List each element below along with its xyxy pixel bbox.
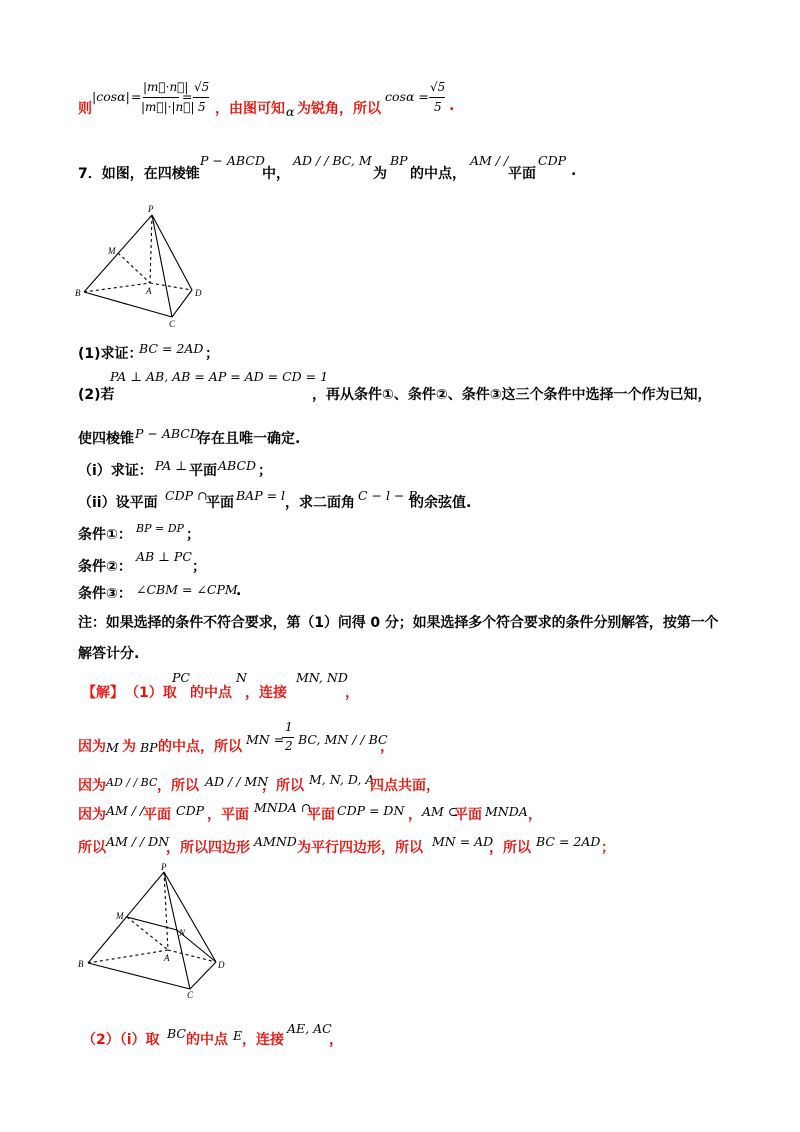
s4-text: ， — [408, 807, 422, 823]
label-P: P — [148, 204, 154, 214]
math-bp-dp: BP = DP — [136, 522, 184, 535]
edge-BA — [88, 950, 168, 963]
p1-end: ； — [205, 346, 219, 362]
edge-MA — [118, 253, 150, 283]
math-cdp-dn: CDP = DN — [337, 803, 405, 818]
q7-text: 的中点， — [410, 166, 466, 182]
s2-text: 的中点，所以 — [158, 739, 242, 755]
label-B: B — [78, 959, 84, 969]
frac-1: 1 — [285, 720, 293, 734]
label-C: C — [169, 319, 176, 329]
pi-label: （i）求证： — [78, 463, 153, 479]
math-cdp: CDP — [538, 153, 566, 168]
pii-end: 的余弦值. — [410, 495, 472, 511]
label-M: M — [116, 911, 124, 921]
s2-end: ， — [380, 739, 394, 755]
text-acute: 为锐角，所以 — [297, 101, 381, 117]
edge-MN — [127, 917, 177, 930]
math-mnda: MNDA — [485, 804, 528, 819]
edge-CD — [190, 962, 216, 989]
math-n: N — [236, 670, 247, 685]
math-ae-ac: AE, AC — [287, 1021, 332, 1036]
edge-PB — [88, 872, 164, 963]
s2-text: 因为 — [78, 739, 106, 755]
frac-den: |m⃗|·|n⃗| — [141, 100, 195, 114]
edge-PC — [152, 215, 172, 317]
pii-text: ，求二面角 — [285, 495, 355, 511]
note-line2: 解答计分. — [78, 646, 140, 662]
math-bap-l: BAP = l — [236, 488, 286, 503]
math-am-subset: AM ⊂ — [422, 804, 459, 819]
frac-num: |m⃗·n⃗| — [143, 80, 189, 94]
math-mn-eq: MN = — [246, 732, 285, 747]
s2-text: 为 — [122, 739, 136, 755]
math-mn-ad: MN = AD — [432, 834, 494, 849]
q7-text: 中， — [262, 166, 290, 182]
math-ab-perp-pc: AB ⊥ PC — [136, 549, 192, 564]
c1-end: ； — [186, 527, 200, 543]
edge-PA — [150, 215, 152, 283]
math-abcd: ABCD — [218, 458, 257, 473]
math-conditions: PA ⊥ AB, AB = AP = AD = CD = 1 — [110, 369, 329, 384]
q7-text-plane: 平面 — [508, 166, 536, 182]
math-mnda: M, N, D, A — [309, 772, 375, 787]
s6-text: ，连接 — [242, 1032, 284, 1048]
edge-PD — [152, 215, 192, 290]
math-eq: = — [182, 89, 193, 104]
frac-bar — [143, 97, 179, 98]
frac-5-den: 5 — [198, 100, 206, 114]
s5-end: ； — [601, 840, 615, 856]
frac-sqrt5-num: √5 — [194, 80, 210, 94]
label-M: M — [108, 246, 116, 256]
edge-BA — [84, 283, 150, 292]
s6-end: ， — [329, 1032, 343, 1048]
s6-text: 的中点 — [186, 1032, 228, 1048]
math-cos-alpha: cosα = — [385, 89, 429, 104]
p1-label: (1)求证： — [78, 346, 143, 362]
frac-bar — [429, 97, 445, 98]
s6-text: （2）（i）取 — [82, 1032, 160, 1048]
pyramid-figure-2 — [76, 864, 236, 999]
math-mnda-cap: MNDA ∩ — [254, 800, 312, 815]
q7-period: . — [571, 163, 577, 179]
p2-line2b: 存在且唯一确定. — [197, 431, 301, 447]
label-N: N — [179, 928, 186, 938]
text-ze: 则 — [78, 101, 92, 117]
c3-end: . — [236, 583, 242, 599]
math-bc-2ad: BC = 2AD — [139, 341, 204, 356]
edge-PA — [164, 872, 168, 950]
c3-label: 条件③： — [78, 586, 132, 602]
c2-label: 条件②： — [78, 559, 132, 575]
math-cdp: CDP — [176, 803, 204, 818]
s5-text: ，所以四边形 — [166, 840, 250, 856]
math-bc-2ad: BC = 2AD — [536, 834, 601, 849]
s4-text: 平面 — [143, 807, 171, 823]
s4-text: 因为 — [78, 807, 106, 823]
s4-text: 平面 — [454, 807, 482, 823]
s4-text: 平面 — [307, 807, 335, 823]
text-period: . — [449, 98, 455, 114]
s5-text: 为平行四边形，所以 — [297, 840, 423, 856]
math-am-dn: AM / / DN — [106, 834, 170, 849]
math-bp: BP — [140, 740, 158, 755]
edge-PD — [164, 872, 216, 962]
math-dihedral: C − l − B — [358, 488, 418, 503]
frac-sqrt5-num: √5 — [430, 80, 446, 94]
math-ad-bc: AD / / BC — [106, 776, 158, 789]
s1-end: ， — [345, 685, 359, 701]
c2-end: ； — [192, 559, 206, 575]
q7-text: 为 — [373, 166, 387, 182]
edge-CD — [172, 290, 192, 317]
s4-end: ， — [528, 807, 542, 823]
math-pyramid: P − ABCD — [200, 153, 265, 168]
math-e: E — [233, 1028, 243, 1043]
label-A: A — [164, 953, 170, 963]
p2-text: ，再从条件①、条件②、条件③这三个条件中选择一个作为已知， — [312, 387, 712, 403]
frac-bar — [282, 737, 294, 738]
label-B: B — [75, 288, 81, 298]
pi-end: ； — [258, 463, 272, 479]
math-ad-mn: AD / / MN — [205, 774, 269, 789]
p2-line2a: 使四棱锥 — [78, 431, 134, 447]
text-from-figure: ，由图可知 — [215, 101, 285, 117]
s1-text: （1）取 — [125, 685, 177, 701]
math-angle-eq: ∠CBM = ∠CPM — [136, 582, 238, 597]
math-m: M — [106, 740, 119, 755]
s3-text: ，所以 — [262, 778, 304, 794]
math-bp: BP — [390, 153, 408, 168]
edge-BC — [88, 963, 190, 989]
s4-text: ，平面 — [207, 807, 249, 823]
solution-tag: 【解】 — [82, 685, 124, 701]
pii-label: （ii）设平面 — [78, 495, 158, 511]
math-pc: PC — [172, 670, 190, 685]
math-amnd: AMND — [254, 834, 297, 849]
label-D: D — [218, 960, 225, 970]
s1-text: ，连接 — [245, 685, 287, 701]
p2-label: (2)若 — [78, 387, 115, 403]
s3-text: 因为 — [78, 778, 106, 794]
s3-text: ，所以 — [157, 778, 199, 794]
edge-AD — [150, 283, 192, 290]
math-am-parallel: AM / / — [106, 803, 145, 818]
q7-lead: 7．如图，在四棱锥 — [78, 166, 200, 182]
label-P: P — [161, 862, 167, 872]
math-bc: BC — [167, 1026, 186, 1041]
note-line1: 注：如果选择的条件不符合要求，第（1）问得 0 分；如果选择多个符合要求的条件分别解答，按第一个 — [78, 615, 719, 631]
math-abs-cos: |cosα| — [92, 89, 130, 104]
math-pyramid: P − ABCD — [135, 426, 200, 441]
math-am-parallel: AM / / — [470, 153, 509, 168]
frac-2: 2 — [285, 739, 293, 753]
pi-plane: 平面 — [189, 463, 217, 479]
pii-plane: 平面 — [206, 495, 234, 511]
pyramid-figure-1 — [72, 205, 212, 330]
math-ad-bc: AD / / BC, M — [293, 153, 372, 168]
math-mn-nd: MN, ND — [296, 670, 348, 685]
frac-bar — [193, 97, 209, 98]
math-bc-parallel: BC, MN / / BC — [298, 732, 388, 747]
label-A: A — [146, 286, 152, 296]
label-D: D — [195, 288, 202, 298]
s1-text: 的中点 — [190, 685, 232, 701]
math-alpha: α — [286, 104, 295, 119]
math-pa-perp: PA ⊥ — [155, 458, 188, 473]
s5-text: 所以 — [78, 840, 106, 856]
c1-label: 条件①： — [78, 527, 132, 543]
label-C: C — [187, 990, 194, 1000]
math-eq: = — [131, 89, 142, 104]
s3-text: 四点共面， — [370, 778, 440, 794]
math-cdp-cap: CDP ∩ — [165, 488, 208, 503]
frac-5-den: 5 — [434, 100, 442, 114]
s5-text: ，所以 — [489, 840, 531, 856]
edge-BC — [84, 292, 172, 317]
